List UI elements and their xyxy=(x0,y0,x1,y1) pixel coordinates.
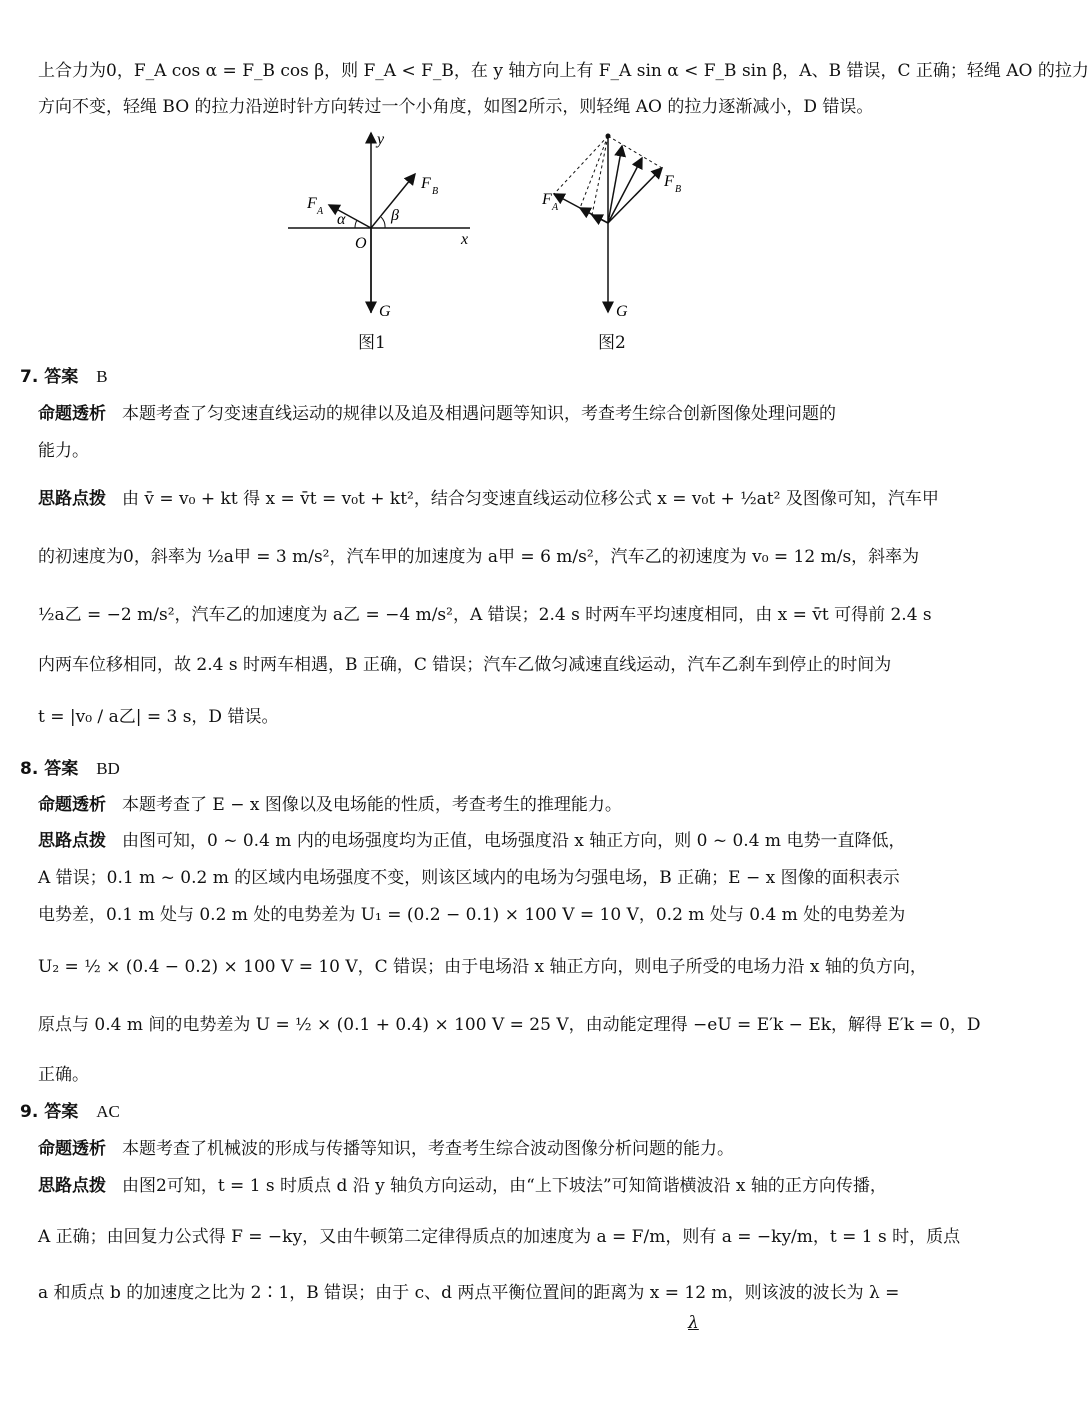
force-b-arrow-2 xyxy=(608,158,642,223)
label-x: x xyxy=(461,231,469,248)
label-fa-2-sub: A xyxy=(552,202,559,213)
q7-hint-line-5: t = |v₀ / a乙| = 3 s，D 错误。 xyxy=(38,707,279,727)
figure-1-force-diagram xyxy=(285,128,485,323)
force-a-arrow-3 xyxy=(592,215,608,223)
q9-hint-text-1: 由图2可知，t = 1 s 时质点 d 沿 y 轴负方向运动，由“上下坡法”可知简谐横波沿 x 轴的正方向传播， xyxy=(122,1176,887,1196)
label-fa-2: F xyxy=(542,191,552,208)
q7-header xyxy=(20,366,108,388)
q8-answer: BD xyxy=(96,759,120,778)
figure-2-caption: 图2 xyxy=(598,333,626,353)
q8-hint-line-4: U₂ = ½ × (0.4 − 0.2) × 100 V = 10 V，C 错误；由于电场沿 x 轴正方向，则电子所受的电场力沿 x 轴的负方向， xyxy=(38,957,927,977)
label-g-2: G xyxy=(616,303,628,320)
q7-hint-line-1 xyxy=(38,488,939,510)
q9-hint-line-1 xyxy=(38,1175,887,1197)
q7-answer: B xyxy=(96,367,108,386)
q8-hint-line-2: A 错误；0.1 m ~ 0.2 m 的区域内电场强度不变，则该区域内的电场为匀强电场，B 正确；E − x 图像的面积表示 xyxy=(38,868,900,888)
q9-hint-line-2: A 正确；由回复力公式得 F = −ky，又由牛顿第二定律得质点的加速度为 a = F/m，则有 a = −ky/m，t = 1 s 时，质点 xyxy=(38,1227,961,1247)
q7-analysis-line-2: 能力。 xyxy=(38,441,89,461)
q8-analysis-label: 命题透析 xyxy=(38,795,106,815)
label-g: G xyxy=(379,303,391,320)
q8-hint-label: 思路点拨 xyxy=(38,831,106,851)
intro-line-1: 上合力为0，F_A cos α = F_B cos β，则 F_A < F_B，在 y 轴方向上有 F_A sin α < F_B sin β，A、B 错误，C 正确；轻绳 AO 的拉力 xyxy=(38,61,1089,81)
q7-hint-line-3: ½a乙 = −2 m/s²，汽车乙的加速度为 a乙 = −4 m/s²，A 错误；2.4 s 时两车平均速度相同，由 x = v̄t 可得前 2.4 s xyxy=(38,605,932,625)
figure-1-caption: 图1 xyxy=(358,333,386,353)
q8-analysis-line-1 xyxy=(38,794,622,816)
q9-header xyxy=(20,1101,120,1123)
label-fb: F xyxy=(421,175,431,192)
q8-hint-line-6: 正确。 xyxy=(38,1065,89,1085)
q9-analysis-text-1: 本题考查了机械波的形成与传播等知识，考查考生综合波动图像分析问题的能力。 xyxy=(122,1139,734,1159)
q9-hint-line-3: a 和质点 b 的加速度之比为 2∶1，B 错误；由于 c、d 两点平衡位置间的距离为 x = 12 m，则该波的波长为 λ = xyxy=(38,1283,900,1303)
q8-number: 8. 答案 xyxy=(20,759,79,779)
intro-line-2: 方向不变，轻绳 BO 的拉力沿逆时针方向转过一个小角度，如图2所示，则轻绳 AO 的拉力逐渐减小，D 错误。 xyxy=(38,97,874,117)
label-y: y xyxy=(377,131,385,148)
q9-number: 9. 答案 xyxy=(20,1102,79,1122)
label-fb-2-sub: B xyxy=(675,184,682,195)
label-origin: O xyxy=(355,235,367,252)
q8-hint-line-5: 原点与 0.4 m 间的电势差为 U = ½ × (0.1 + 0.4) × 100 V = 25 V，由动能定理得 −eU = E′k − Ek，解得 E′k = 0，D xyxy=(38,1015,981,1035)
q7-hint-line-4: 内两车位移相同，故 2.4 s 时两车相遇，B 正确，C 错误；汽车乙做匀减速直线运动，汽车乙刹车到停止的时间为 xyxy=(38,655,892,675)
label-fa-sub: A xyxy=(317,206,324,217)
q8-analysis-text-1: 本题考查了 E − x 图像以及电场能的性质，考查考生的推理能力。 xyxy=(122,795,622,815)
q8-hint-text-1: 由图可知，0 ~ 0.4 m 内的电场强度均为正值，电场强度沿 x 轴正方向，则 0 ~ 0.4 m 电势一直降低， xyxy=(122,831,906,851)
q8-header xyxy=(20,758,120,780)
figure-2-force-diagram xyxy=(530,128,700,323)
q8-hint-line-1 xyxy=(38,830,905,852)
q9-analysis-label: 命题透析 xyxy=(38,1139,106,1159)
force-a-arrow xyxy=(329,205,371,228)
q9-hint-label: 思路点拨 xyxy=(38,1176,106,1196)
q7-hint-text-1: 由 v̄ = v₀ + kt 得 x = v̄t = v₀t + kt²，结合匀变速直线运动位移公式 x = v₀t + ½at² 及图像可知，汽车甲 xyxy=(122,489,939,509)
q7-number: 7. 答案 xyxy=(20,367,79,387)
q9-footer-lambda: λ xyxy=(688,1313,699,1333)
label-fb-2: F xyxy=(664,173,674,190)
q9-answer: AC xyxy=(96,1102,120,1121)
q7-hint-label: 思路点拨 xyxy=(38,489,106,509)
q7-analysis-label: 命题透析 xyxy=(38,404,106,424)
q7-analysis-line-1 xyxy=(38,403,836,425)
label-fb-sub: B xyxy=(432,186,439,197)
q8-hint-line-3: 电势差，0.1 m 处与 0.2 m 处的电势差为 U₁ = (0.2 − 0.1) × 100 V = 10 V，0.2 m 处与 0.4 m 处的电势差为 xyxy=(38,905,906,925)
q9-analysis-line-1 xyxy=(38,1138,734,1160)
label-fa: F xyxy=(307,195,317,212)
q7-analysis-text-1: 本题考查了匀变速直线运动的规律以及追及相遇问题等知识，考查考生综合创新图像处理问题的 xyxy=(122,404,836,424)
q7-hint-line-2: 的初速度为0，斜率为 ½a甲 = 3 m/s²，汽车甲的加速度为 a甲 = 6 m/s²，汽车乙的初速度为 v₀ = 12 m/s，斜率为 xyxy=(38,547,920,567)
label-alpha: α xyxy=(337,211,346,228)
label-beta: β xyxy=(391,207,399,224)
